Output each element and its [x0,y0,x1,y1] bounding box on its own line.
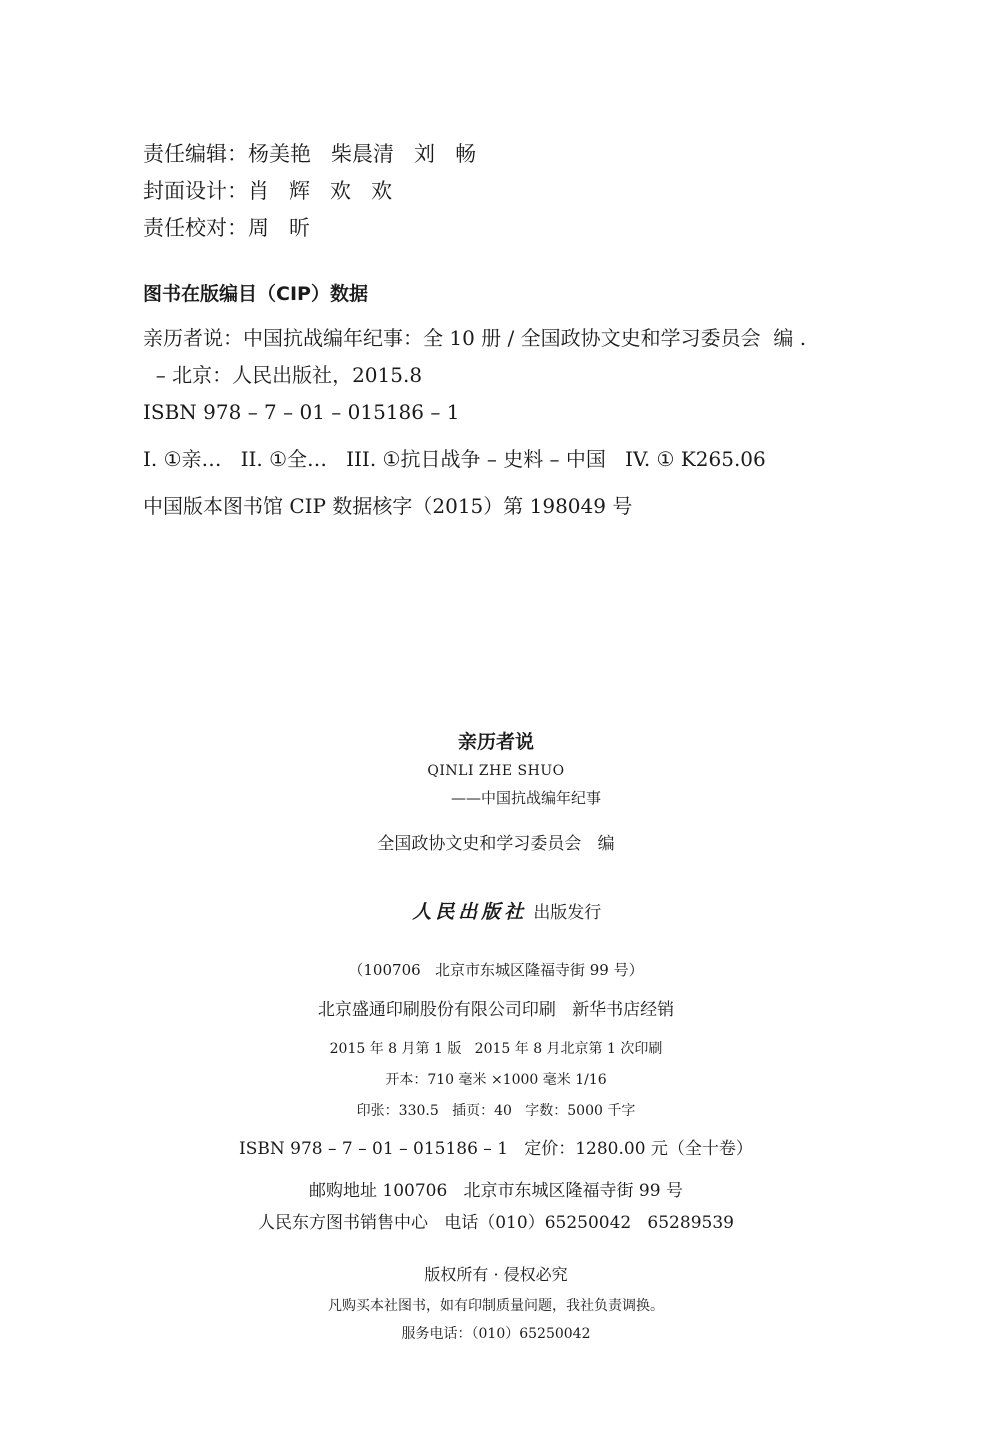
publisher-logo: 人民出版社 [412,901,528,923]
publisher-line [0,867,992,958]
publisher-address: （100706 北京市东城区隆福寺街 99 号） [348,961,644,979]
book-editor: 全国政协文史和学习委员会 编 [377,834,615,854]
publisher-suffix: 出版发行 [533,903,602,923]
sheets-line: 印张：330.5 插页：40 字数：5000 千字 [356,1103,636,1119]
quality-notice: 凡购买本社图书，如有印制质量问题，我社负责调换。 [328,1298,664,1314]
cip-classification: I. ①亲… II. ①全… III. ①抗日战争 – 史料 – 中国 IV. ① K265.06 [143,447,766,471]
copyright-notice: 版权所有 · 侵权必究 [424,1265,568,1284]
mail-order-line: 邮购地址 100706 北京市东城区隆福寺街 99 号 [309,1181,683,1201]
cip-isbn: ISBN 978 – 7 – 01 – 015186 – 1 [143,400,460,424]
edition-line: 2015 年 8 月第 1 版 2015 年 8 月北京第 1 次印刷 [329,1041,663,1057]
sales-center-line: 人民东方图书销售中心 电话（010）65250042 65289539 [258,1213,734,1233]
cip-entry-line-1: 亲历者说：中国抗战编年纪事：全 10 册 / 全国政协文史和学习委员会 编 . [143,326,807,350]
cip-entry-line-2: – 北京：人民出版社，2015.8 [143,363,423,387]
cip-data-block [143,320,923,525]
responsible-editors: 责任编辑：杨美艳 柴晨清 刘 畅 [143,142,477,166]
service-phone: 服务电话：（010）65250042 [401,1326,591,1342]
book-subtitle: ——中国抗战编年纪事 [450,789,601,807]
credits-block [143,136,476,247]
cip-heading: 图书在版编目（CIP）数据 [143,283,368,305]
format-line: 开本：710 毫米 ×1000 毫米 1/16 [385,1072,607,1088]
printer-line: 北京盛通印刷股份有限公司印刷 新华书店经销 [317,1000,675,1020]
cip-number: 中国版本图书馆 CIP 数据核字（2015）第 198049 号 [143,494,633,518]
responsible-proofreader: 责任校对：周 昕 [143,216,311,240]
isbn-price-line: ISBN 978 – 7 – 01 – 015186 – 1 定价：1280.00 元（全十卷） [239,1139,753,1159]
book-title: 亲历者说 [457,731,534,753]
book-title-pinyin: QINLI ZHE SHUO [427,763,565,779]
colophon-block [0,725,992,1347]
cover-design: 封面设计：肖 辉 欢 欢 [143,179,393,203]
